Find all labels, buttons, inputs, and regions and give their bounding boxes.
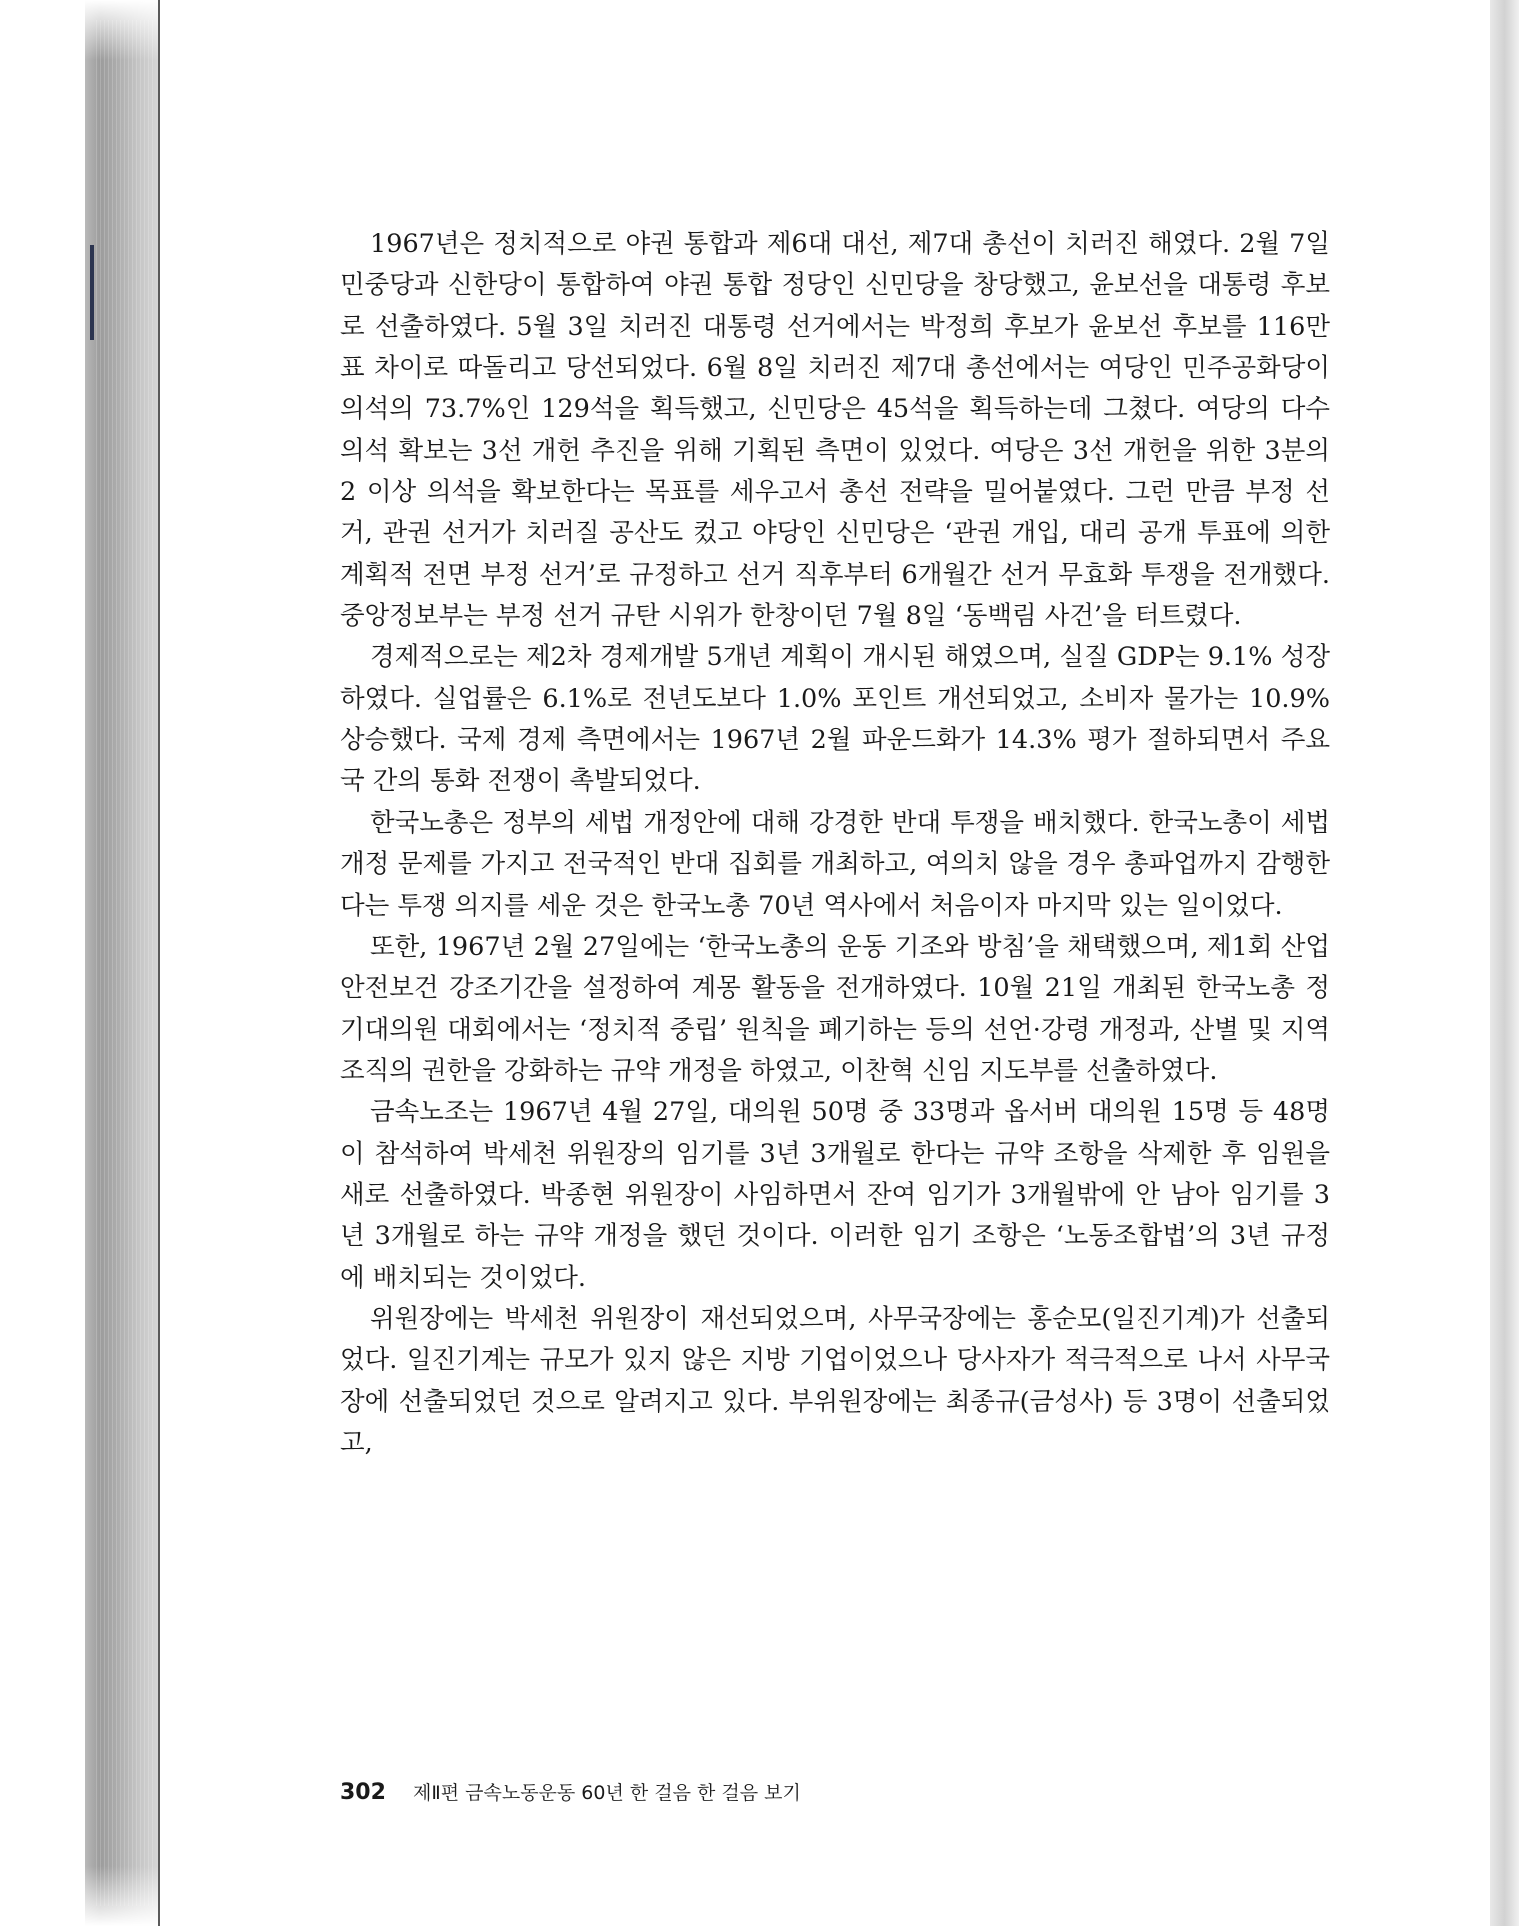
spine-marker bbox=[90, 245, 94, 340]
page-right-edge bbox=[1490, 0, 1519, 1926]
page-footer bbox=[340, 1778, 801, 1805]
paragraph: 또한, 1967년 2월 27일에는 ‘한국노총의 운동 기조와 방침’을 채택했으며, 제1회 산업안전보건 강조기간을 설정하여 계몽 활동을 전개하였다. 10월 21일 개최된 한국노총 정기대의원 대회에서는 ‘정치적 중립’ 원칙을 폐기하는 등의 선언·강령 개정과, 산별 및 지역 조직의 권한을 강화하는 규약 개정을 하였고, 이찬혁 신임 지도부를 선출하였다. bbox=[340, 931, 1330, 1086]
paragraph: 위원장에는 박세천 위원장이 재선되었으며, 사무국장에는 홍순모(일진기계)가 선출되었다. 일진기계는 규모가 있지 않은 지방 기업이었으나 당사자가 적극적으로 나서 사무국장에 선출되었던 것으로 알려지고 있다. 부위원장에는 최종규(금성사) 등 3명이 선출되었고, bbox=[340, 1303, 1330, 1458]
running-title: 제Ⅱ편 금속노동운동 60년 한 걸음 한 걸음 보기 bbox=[413, 1782, 801, 1804]
spine-bottom-fade bbox=[85, 1866, 160, 1926]
page-number: 302 bbox=[340, 1780, 386, 1805]
page-edges bbox=[96, 20, 156, 1906]
paragraph: 1967년은 정치적으로 야권 통합과 제6대 대선, 제7대 총선이 치러진 해였다. 2월 7일 민중당과 신한당이 통합하여 야권 통합 정당인 신민당을 창당했고, 윤보선을 대통령 후보로 선출하였다. 5월 3일 치러진 대통령 선거에서는 박정희 후보가 윤보선 후보를 116만 표 차이로 따돌리고 당선되었다. 6월 8일 치러진 제7대 총선에서는 여당인 민주공화당이 의석의 73.7%인 129석을 획득했고, 신민당은 45석을 획득하는데 그쳤다. 여당의 다수 의석 확보는 3선 개헌 추진을 위해 기획된 측면이 있었다. 여당은 3선 개헌을 위한 3분의 2 이상 의석을 확보한다는 목표를 세우고서 총선 전략을 밀어붙였다. 그런 만큼 부정 선거, 관권 선거가 치러질 공산도 컸고 야당인 신민당은 ‘관권 개입, 대리 공개 투표에 의한 계획적 전면 부정 선거’로 규정하고 선거 직후부터 6개월간 선거 무효화 투쟁을 전개했다. 중앙정보부는 부정 선거 규탄 시위가 한창이던 7월 8일 ‘동백림 사건’을 터트렸다. bbox=[340, 229, 1330, 632]
paragraph: 한국노총은 정부의 세법 개정안에 대해 강경한 반대 투쟁을 배치했다. 한국노총이 세법 개정 문제를 가지고 전국적인 반대 집회를 개최하고, 여의치 않을 경우 총파업까지 감행한다는 투쟁 의지를 세운 것은 한국노총 70년 역사에서 처음이자 마지막 있는 일이었다. bbox=[340, 807, 1330, 921]
body-text bbox=[340, 224, 1330, 1464]
paragraph: 경제적으로는 제2차 경제개발 5개년 계획이 개시된 해였으며, 실질 GDP는 9.1% 성장하였다. 실업률은 6.1%로 전년도보다 1.0% 포인트 개선되었고, 소비자 물가는 10.9% 상승했다. 국제 경제 측면에서는 1967년 2월 파운드화가 14.3% 평가 절하되면서 주요국 간의 통화 전쟁이 촉발되었다. bbox=[340, 642, 1330, 797]
spine-top-fade bbox=[85, 0, 160, 60]
paragraph: 금속노조는 1967년 4월 27일, 대의원 50명 중 33명과 옵서버 대의원 15명 등 48명이 참석하여 박세천 위원장의 임기를 3년 3개월로 한다는 규약 조항을 삭제한 후 임원을 새로 선출하였다. 박종현 위원장이 사임하면서 잔여 임기가 3개월밖에 안 남아 임기를 3년 3개월로 하는 규약 개정을 했던 것이다. 이러한 임기 조항은 ‘노동조합법’의 3년 규정에 배치되는 것이었다. bbox=[340, 1097, 1330, 1293]
